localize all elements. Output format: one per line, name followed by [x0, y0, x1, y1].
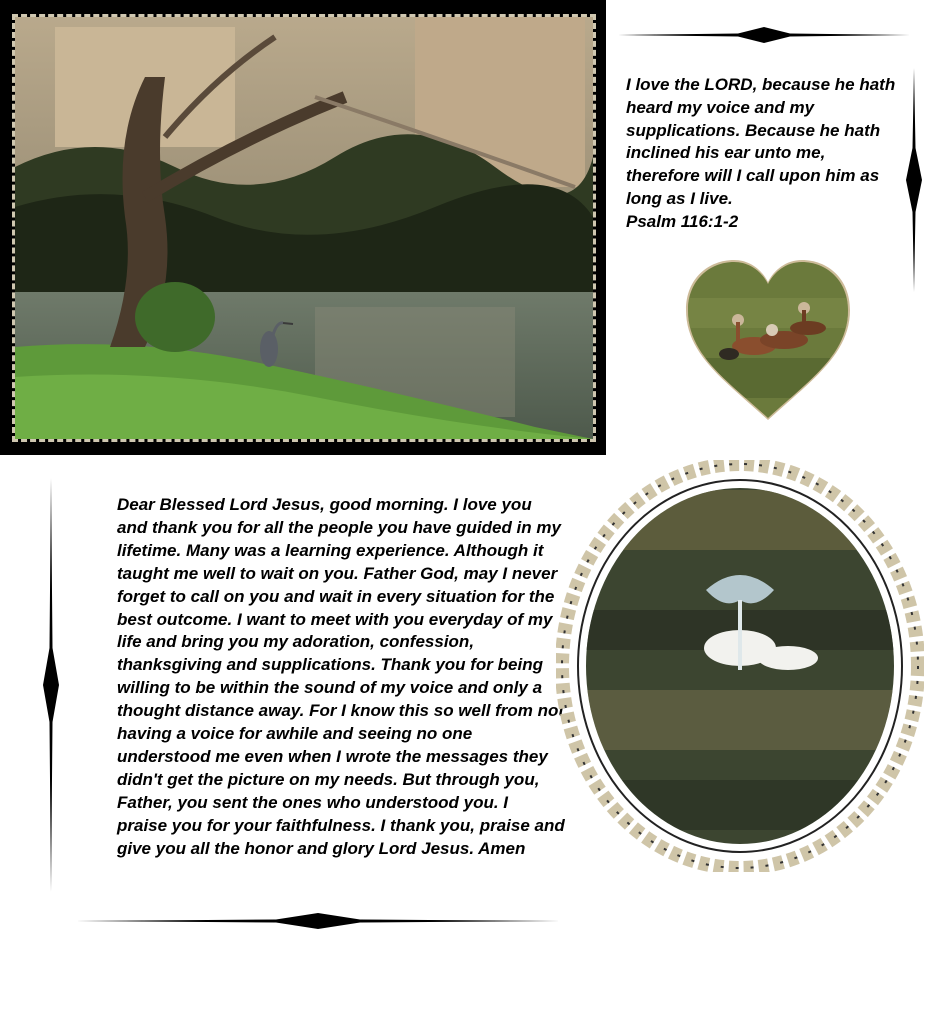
- verse-reference: Psalm 116:1-2: [626, 211, 739, 231]
- verse-line: supplications. Because he hath: [626, 120, 881, 140]
- prayer-line: Dear Blessed Lord Jesus, good morning. I love you: [117, 495, 532, 514]
- prayer-line: understood me even when I wrote the messages they: [117, 746, 548, 766]
- prayer-line: forget to call on you and wait in every situation for the: [117, 586, 555, 606]
- prayer-line: praise you for your faithfulness. I thank you, praise and: [117, 815, 565, 835]
- prayer-line: Father, you sent the ones who understood you. I: [117, 792, 509, 812]
- prayer-line: life and bring you my adoration, confession,: [117, 632, 475, 652]
- prayer-line: thought distance away. For I know this so well from not: [117, 701, 565, 721]
- ducks-heart-image: [684, 258, 852, 424]
- right-vertical-flourish: [905, 68, 923, 292]
- prayer-line: taught me well to wait on you. Father God, may I never: [117, 563, 558, 583]
- heron-photo: [12, 14, 596, 442]
- prayer-line: best outcome. I want to meet with you everyday of my: [117, 609, 553, 629]
- scripture-verse: [626, 74, 906, 234]
- heron-photo-frame: [0, 0, 606, 455]
- prayer-line: and thank you for all the people you have guided in my: [117, 517, 561, 537]
- verse-line: inclined his ear unto me,: [626, 143, 826, 163]
- verse-line: therefore will I call upon him as: [626, 166, 880, 186]
- verse-line: I love the LORD, because he hath: [626, 75, 896, 94]
- heron-scene-image: [15, 17, 593, 439]
- prayer-line: didn't get the picture on my needs. But through you,: [117, 769, 540, 789]
- bottom-divider-flourish: [76, 912, 560, 930]
- verse-line: heard my voice and my: [626, 97, 815, 117]
- prayer-line: give you all the honor and glory Lord Jesus. Amen: [117, 838, 526, 858]
- top-divider-flourish: [618, 26, 910, 44]
- left-vertical-flourish: [42, 478, 60, 892]
- prayer-line: thanksgiving and supplications. Thank you for being: [117, 655, 543, 675]
- prayer-text: [117, 494, 567, 861]
- prayer-line: willing to be within the sound of my voice and only a: [117, 678, 543, 698]
- swan-oval-image: [556, 460, 924, 872]
- prayer-line: lifetime. Many was a learning experience. Although it: [117, 540, 544, 560]
- verse-line: long as I live.: [626, 188, 733, 208]
- prayer-line: having a voice for awhile and seeing no one: [117, 724, 473, 744]
